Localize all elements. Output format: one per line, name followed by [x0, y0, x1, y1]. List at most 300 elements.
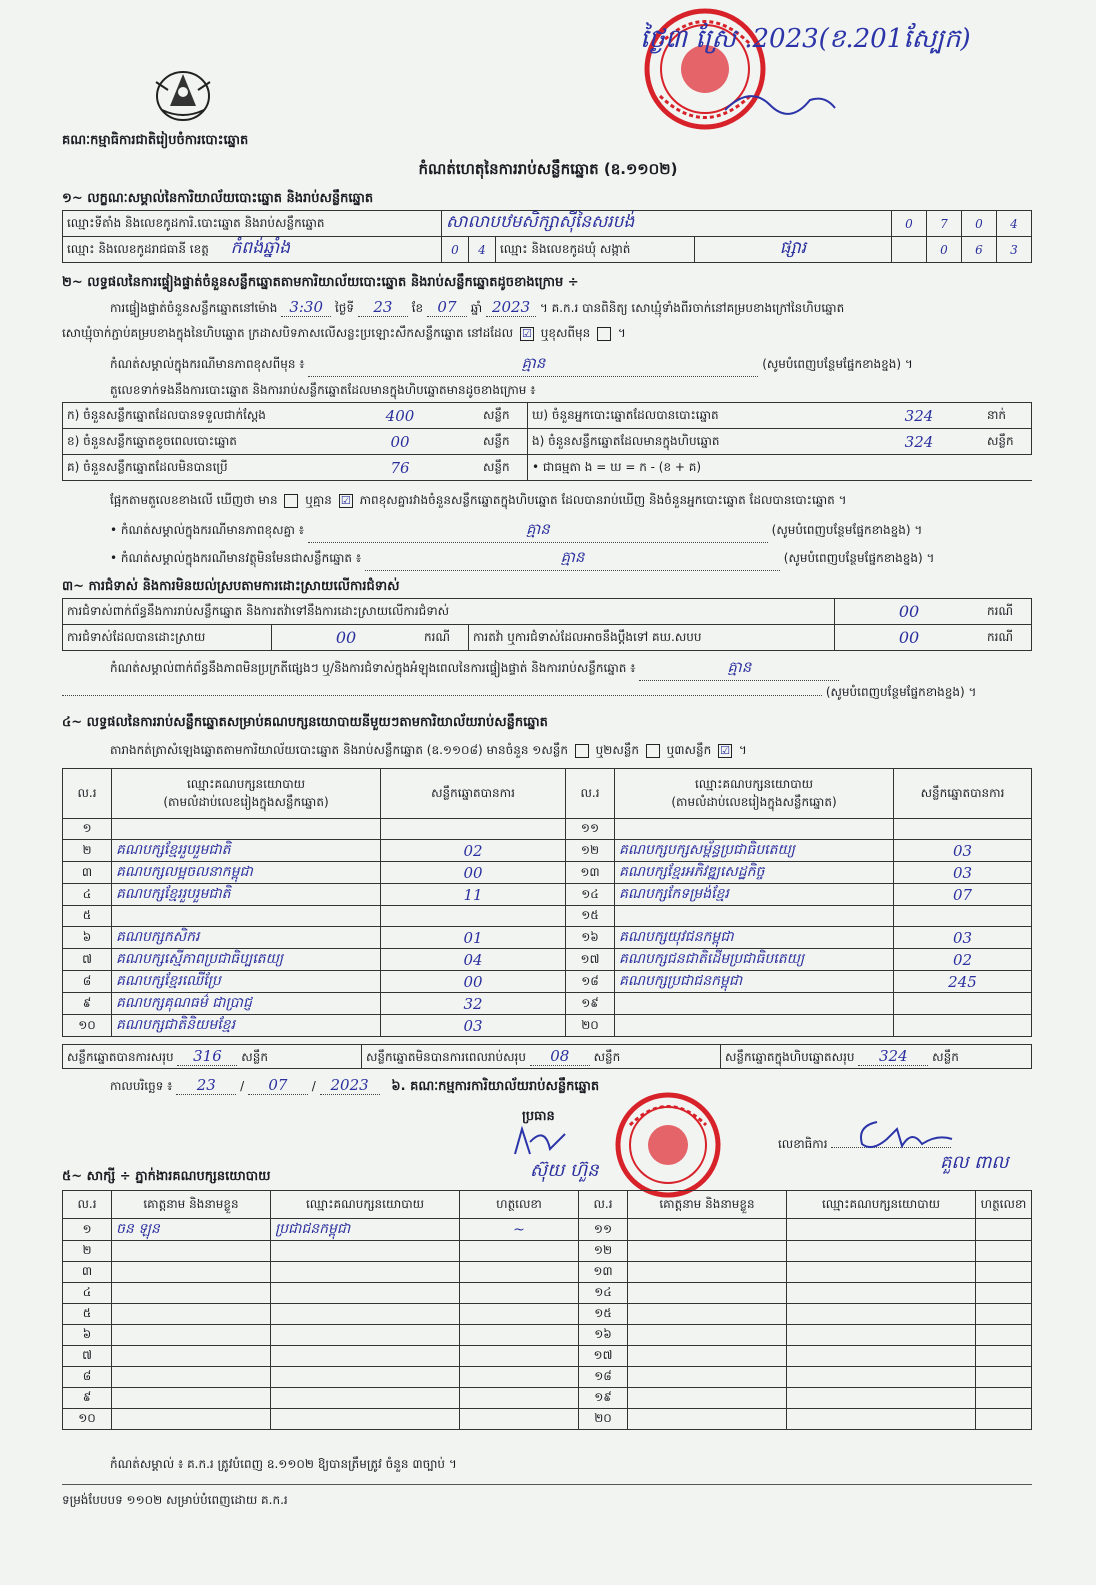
witness-name-left	[112, 1304, 271, 1325]
witness-party-right	[787, 1283, 976, 1304]
witness-party-left	[271, 1262, 460, 1283]
witness-name-right	[628, 1325, 787, 1346]
chair-signature-mark-icon	[510, 1124, 570, 1160]
witness-no-right: ១២	[579, 1241, 628, 1262]
witness-no-right: ២០	[579, 1409, 628, 1430]
results-party-left	[112, 906, 381, 927]
results-no-left: ៣	[63, 862, 112, 884]
date-line: កាលបរិច្ឆេទ ៖ 23 / 07 / 2023 ៦. គណៈកម្មការការិយាល័យរាប់សន្លឹកឆ្នោត	[110, 1076, 600, 1094]
witness-no-left: ៨	[63, 1367, 112, 1388]
witness-sig-left	[460, 1367, 579, 1388]
witness-party-right	[787, 1367, 976, 1388]
results-no-left: ៩	[63, 993, 112, 1015]
tally-2-checkbox[interactable]	[646, 744, 660, 758]
irregularity-line	[110, 658, 839, 681]
witness-no-left: ១០	[63, 1409, 112, 1430]
witness-sig-left	[460, 1325, 579, 1346]
figure-row	[63, 429, 1032, 455]
results-row	[63, 840, 1032, 862]
province-label	[63, 237, 442, 263]
total-invalid-unit: សន្លឹក	[593, 1049, 621, 1064]
witness-name-left	[112, 1409, 271, 1430]
diff-note-value: គ្មាន	[308, 354, 758, 377]
witness-party-right	[787, 1388, 976, 1409]
results-party-left: គណបក្សខ្មែរឈើប្រែ	[112, 971, 381, 993]
witness-name-left	[112, 1283, 271, 1304]
chair-signature: ស៊ុយ ហ៊ួន	[530, 1160, 599, 1181]
section2-line2	[62, 325, 626, 343]
results-row	[63, 927, 1032, 949]
committee-label: ៦. គណៈកម្មការការិយាល័យរាប់សន្លឹកឆ្នោត	[391, 1079, 600, 1094]
witness-col-party-left: ឈ្មោះគណបក្សនយោបាយ	[271, 1191, 460, 1219]
bullet2-line	[110, 548, 934, 571]
results-party-right	[615, 906, 894, 927]
results-col-party-left: ឈ្មោះគណបក្សនយោបាយ (តាមលំដាប់លេខរៀងក្នុងសន្លឹកឆ្នោត)	[112, 769, 381, 819]
results-no-right: ១១	[566, 819, 615, 840]
results-no-right: ១៩	[566, 993, 615, 1015]
total-box-value: 324	[858, 1047, 928, 1066]
footnote: កំណត់សម្គាល់ ៖ គ.ក.រ ត្រូវបំពេញ ឧ.១១០២ ឱ្យបានត្រឹមត្រូវ ចំនួន ៣ច្បាប់ ។	[110, 1457, 457, 1471]
results-no-right: ១៧	[566, 949, 615, 971]
witness-party-right	[787, 1304, 976, 1325]
results-party-left: គណបក្សកសិករ	[112, 927, 381, 949]
witness-row	[63, 1283, 1032, 1304]
section5-title: ៥~ សាក្សី ÷ ភ្នាក់ងារគណបក្សនយោបាយ	[62, 1169, 271, 1184]
tally-text-a: តារាងកត់ត្រាសំឡេងឆ្នោតតាមការិយាល័យបោះឆ្នោត និងរាប់សន្លឹកឆ្នោត (ឧ.១១០៨) មានចំនួន ១សន្លឹក	[110, 743, 568, 757]
commune-code-3: 3	[997, 237, 1032, 263]
results-votes-right: 02	[894, 949, 1032, 971]
section4-title: ៤~ លទ្ធផលនៃការរាប់សន្លឹកឆ្នោតសម្រាប់គណបក្សនយោបាយនីមួយៗតាមការិយាល័យរាប់សន្លឹកឆ្នោត	[62, 715, 548, 730]
figure-left-unit: សន្លឹក	[479, 455, 528, 481]
verify-day: 23	[358, 298, 408, 317]
results-votes-right: 03	[894, 927, 1032, 949]
witness-sig-right	[976, 1409, 1032, 1430]
results-party-left: គណបក្សខ្មែររួបរួមជាតិ	[112, 840, 381, 862]
figure-right-value: 324	[855, 403, 983, 429]
verify-year: 2023	[486, 298, 536, 317]
witness-sig-right	[976, 1241, 1032, 1262]
results-no-left: ១០	[63, 1015, 112, 1037]
witness-row	[63, 1325, 1032, 1346]
witness-no-left: ១	[63, 1219, 112, 1241]
secretary-label: លេខាធិការ	[778, 1137, 828, 1151]
no-diff-checkbox[interactable]: ☑	[339, 494, 353, 508]
figure-left-value: 76	[321, 455, 479, 481]
figure-right-unit: សន្លឹក	[983, 429, 1032, 455]
tally-3-checkbox[interactable]: ☑	[718, 744, 732, 758]
witness-no-left: ២	[63, 1241, 112, 1262]
secretary-signature-mark-icon	[852, 1114, 962, 1154]
results-col-votes-left: សន្លឹកឆ្នោតបានការ	[381, 769, 566, 819]
figure-left-unit: សន្លឹក	[479, 429, 528, 455]
figure-left-label: ខ) ចំនួនសន្លឹកឆ្នោតខូចពេលបោះឆ្នោត	[63, 429, 322, 455]
witness-sig-left	[460, 1346, 579, 1367]
witness-party-right	[787, 1219, 976, 1241]
compare-line	[110, 492, 847, 510]
witness-party-left	[271, 1283, 460, 1304]
section2-line3	[110, 354, 913, 377]
results-votes-right: 03	[894, 840, 1032, 862]
results-no-left: ២	[63, 840, 112, 862]
location-code-1: 0	[892, 211, 927, 237]
section1-title: ១~ លក្ខណៈសម្គាល់នៃការិយាល័យបោះឆ្នោត និងរាប់សន្លឹកឆ្នោត	[62, 191, 374, 206]
results-votes-right: 245	[894, 971, 1032, 993]
witness-no-right: ១៥	[579, 1304, 628, 1325]
section3-title: ៣~ ការជំទាស់ និងការមិនយល់ស្របតាមការដោះស្រាយលើការជំទាស់	[62, 579, 400, 594]
figure-row	[63, 455, 1032, 481]
witness-sig-left	[460, 1409, 579, 1430]
date-year: 2023	[320, 1076, 380, 1095]
bullet1-value: គ្មាន	[308, 520, 768, 543]
figures-intro: តួលេខទាក់ទងនឹងការបោះឆ្នោត និងការរាប់សន្លឹកឆ្នោតដែលមានក្នុងហិបឆ្នោតមានដូចខាងក្រោម ៖	[110, 383, 536, 397]
witness-sig-right	[976, 1283, 1032, 1304]
seal-inner-text: សោឃ្មុំចាក់ភ្ជាប់គម្របខាងក្នុងនៃហិបឆ្នោត ក្រដាសបិទភាសលើសន្លះប្រឡោះសឹកសន្លឹកឆ្នោត នៅដដែល	[62, 326, 514, 340]
witness-row	[63, 1304, 1032, 1325]
has-diff-checkbox[interactable]	[284, 494, 298, 508]
witness-row	[63, 1367, 1032, 1388]
figure-right-value: 324	[855, 429, 983, 455]
resolved-unit: ករណី	[420, 625, 469, 651]
footer-text: ទម្រង់បែបបទ ១១០២ សម្រាប់បំពេញដោយ គ.ក.រ	[62, 1493, 288, 1507]
results-no-left: ៥	[63, 906, 112, 927]
witness-party-left	[271, 1241, 460, 1262]
total-box-unit: សន្លឹក	[932, 1049, 959, 1064]
results-table	[62, 768, 1032, 1037]
witness-no-left: ៤	[63, 1283, 112, 1304]
commune-code-blank	[892, 237, 927, 263]
witness-row	[63, 1241, 1032, 1262]
bullet1-label: • កំណត់សម្គាល់ក្នុងករណីមានភាពខុសគ្នា ៖	[110, 523, 305, 537]
results-party-left: គណបក្សស្មើភាពប្រជាធិប្បតេយ្យ	[112, 949, 381, 971]
irregularity-value: គ្មាន	[639, 658, 839, 681]
results-row	[63, 993, 1032, 1015]
witness-no-right: ១៩	[579, 1388, 628, 1409]
appeal-unit: ករណី	[983, 625, 1032, 651]
province-code-1: 0	[442, 237, 469, 263]
figure-row	[63, 403, 1032, 429]
results-no-left: ៨	[63, 971, 112, 993]
location-value: សាលាបឋមសិក្សាស៊ីនៃសរបង់	[442, 211, 892, 237]
figures-table	[62, 402, 1032, 481]
results-party-right: គណបក្សបក្សសម្ព័ន្ធប្រជាធិបតេយ្យ	[615, 840, 894, 862]
fill-note: (សូមបំពេញបន្ថែមផ្នែកខាងខ្នង) ។	[762, 357, 913, 371]
witness-sig-right	[976, 1304, 1032, 1325]
line2-end: ។	[617, 326, 626, 340]
results-votes-left	[381, 906, 566, 927]
tally-sheet-line	[110, 742, 747, 760]
total-box-cell	[721, 1045, 1032, 1069]
irregularity-line2	[62, 684, 976, 702]
witness-no-right: ១៤	[579, 1283, 628, 1304]
date-day: 23	[176, 1076, 236, 1095]
commune-code-2: 6	[962, 237, 997, 263]
witness-name-right	[628, 1388, 787, 1409]
tally-text-c: ឬ៣សន្លឹក	[666, 743, 712, 757]
bullet1-line	[110, 520, 922, 543]
witness-sig-right	[976, 1262, 1032, 1283]
witness-no-left: ៧	[63, 1346, 112, 1367]
tally-text-b: ឬ២សន្លឹក	[595, 743, 640, 757]
results-votes-left	[381, 819, 566, 840]
total-valid-label: សន្លឹកឆ្នោតបានការសរុប	[67, 1049, 174, 1064]
results-row	[63, 884, 1032, 906]
witness-col-sig-left: ហត្ថលេខា	[460, 1191, 579, 1219]
witness-col-sig-right: ហត្ថលេខា	[976, 1191, 1032, 1219]
witness-sig-left	[460, 1241, 579, 1262]
location-label: ឈ្មោះទីតាំង និងលេខកូដការិ.បោះឆ្នោត និងរាប់សន្លឹកឆ្នោត	[63, 211, 442, 237]
results-party-left	[112, 819, 381, 840]
results-row	[63, 949, 1032, 971]
witness-table	[62, 1190, 1032, 1430]
results-votes-left: 00	[381, 862, 566, 884]
red-seal-stamp-bottom-icon	[608, 1090, 728, 1200]
results-votes-left: 04	[381, 949, 566, 971]
results-votes-right: 03	[894, 862, 1032, 884]
results-no-right: ១២	[566, 840, 615, 862]
top-signature-icon	[720, 80, 840, 120]
witness-no-right: ១៨	[579, 1367, 628, 1388]
bullet2-label: • កំណត់សម្គាល់ក្នុងករណីមានវត្ថុមិនមែនជាសន្លឹកឆ្នោត ៖	[110, 551, 362, 565]
witness-party-left	[271, 1325, 460, 1346]
compare-text-a: ផ្អែកតាមតួលេខខាងលើ ឃើញថា មាន	[110, 493, 278, 507]
compare-text-c: ភាពខុសគ្នារវាងចំនួនសន្លឹកឆ្នោតក្នុងហិបឆ្នោត ដែលបានរាប់ឃើញ និងចំនួនអ្នកបោះឆ្នោត ដែលបានបោះឆ្នោត ។	[359, 493, 847, 507]
diff-note-label: កំណត់សម្គាល់ក្នុងករណីមានភាពខុសពីមុន ៖	[110, 357, 305, 371]
section2-title: ២~ លទ្ធផលនៃការផ្ទៀងផ្ទាត់ចំនួនសន្លឹកឆ្នោតតាមការិយាល័យបោះឆ្នោត និងរាប់សន្លឹកឆ្នោតដូចខាងក្រោម ÷	[62, 275, 579, 290]
witness-name-right	[628, 1241, 787, 1262]
figure-left-label: គ) ចំនួនសន្លឹកឆ្នោតដែលមិនបានប្រើ	[63, 455, 322, 481]
results-party-left: គណបក្សខ្មែររួបរួមជាតិ	[112, 884, 381, 906]
witness-col-party-right: ឈ្មោះគណបក្សនយោបាយ	[787, 1191, 976, 1219]
witness-no-left: ៥	[63, 1304, 112, 1325]
results-col-party-right: ឈ្មោះគណបក្សនយោបាយ (តាមលំដាប់លេខរៀងក្នុងសន្លឹកឆ្នោត)	[615, 769, 894, 819]
year-label: ឆ្នាំ	[470, 301, 483, 315]
witness-row	[63, 1219, 1032, 1241]
results-col-no-right: ល.រ	[566, 769, 615, 819]
irregularity-blank	[62, 695, 822, 696]
witness-no-right: ១៦	[579, 1325, 628, 1346]
figure-left-value: 400	[321, 403, 479, 429]
total-invalid-cell	[362, 1045, 721, 1069]
witness-row	[63, 1409, 1032, 1430]
witness-name-left	[112, 1325, 271, 1346]
section3-table	[62, 598, 1032, 651]
witness-name-right	[628, 1409, 787, 1430]
results-row	[63, 971, 1032, 993]
results-no-right: ២០	[566, 1015, 615, 1037]
results-party-right	[615, 993, 894, 1015]
diff-label: ឬខុសពីមុន	[540, 326, 591, 340]
totals-table	[62, 1044, 1032, 1069]
org-name: គណៈកម្មាធិការជាតិរៀបចំការបោះឆ្នោត	[62, 133, 249, 148]
compare-text-b: ឬគ្មាន	[305, 493, 332, 507]
same-checkbox[interactable]: ☑	[520, 327, 534, 341]
witness-no-left: ៦	[63, 1325, 112, 1346]
results-party-right	[615, 1015, 894, 1037]
witness-party-left	[271, 1367, 460, 1388]
witness-no-left: ៩	[63, 1388, 112, 1409]
witness-party-left	[271, 1388, 460, 1409]
section1-table	[62, 210, 1032, 263]
witness-col-no-right: ល.រ	[579, 1191, 628, 1219]
day-label: ថ្ងៃទី	[335, 301, 355, 315]
figure-left-label: ក) ចំនួនសន្លឹកឆ្នោតដែលបានទទួលជាក់ស្តែង	[63, 403, 322, 429]
results-party-right: គណបក្សកែទម្រង់ខ្មែរ	[615, 884, 894, 906]
results-votes-right	[894, 993, 1032, 1015]
witness-sig-right	[976, 1346, 1032, 1367]
witness-party-right	[787, 1262, 976, 1283]
location-code-2: 7	[927, 211, 962, 237]
results-no-right: ១៦	[566, 927, 615, 949]
footer-divider	[62, 1484, 1032, 1485]
results-no-right: ១៥	[566, 906, 615, 927]
total-valid-value: 316	[177, 1047, 237, 1066]
witness-row	[63, 1388, 1032, 1409]
top-handwritten-note: ថ្ងៃ៣ ស្រែ .2023(ខ.201ស្បែក)	[640, 24, 971, 54]
witness-name-right	[628, 1262, 787, 1283]
resolved-value: 00	[272, 625, 421, 651]
figure-left-value: 00	[321, 429, 479, 455]
total-invalid-label: សន្លឹកឆ្នោតមិនបានការពេលរាប់សរុប	[366, 1049, 526, 1064]
results-no-left: ៦	[63, 927, 112, 949]
irregularity-label: កំណត់សម្គាល់ពាក់ព័ន្ធនឹងភាពមិនប្រក្រតីផ្សេងៗ ឬ/និងការជំទាស់ក្នុងអំឡុងពេលនៃការផ្ទៀងផ្ទាត់ និងការរាប់សន្លឹកឆ្នោត ៖	[110, 661, 636, 675]
witness-sig-right	[976, 1325, 1032, 1346]
witness-col-no-left: ល.រ	[63, 1191, 112, 1219]
diff-checkbox[interactable]	[597, 327, 611, 341]
location-code-3: 0	[962, 211, 997, 237]
bullet2-fill-note: (សូមបំពេញបន្ថែមផ្នែកខាងខ្នង) ។	[783, 551, 935, 565]
results-row	[63, 862, 1032, 884]
province-code-2: 4	[469, 237, 496, 263]
witness-party-right	[787, 1409, 976, 1430]
results-col-votes-right: សន្លឹកឆ្នោតបានការ	[894, 769, 1032, 819]
witness-name-left	[112, 1262, 271, 1283]
results-votes-left: 03	[381, 1015, 566, 1037]
results-party-left: គណបក្សលម្អចលនាកម្ពុជា	[112, 862, 381, 884]
date-label: កាលបរិច្ឆេទ ៖	[110, 1079, 173, 1093]
results-no-left: ១	[63, 819, 112, 840]
results-no-right: ១៣	[566, 862, 615, 884]
results-party-right: គណបក្សប្រជាជនកម្ពុជា	[615, 971, 894, 993]
witness-no-left: ៣	[63, 1262, 112, 1283]
results-party-right: គណបក្សជនជាតិដើមប្រជាធិបតេយ្យ	[615, 949, 894, 971]
witness-party-left	[271, 1304, 460, 1325]
witness-name-left: ចន ឡុន	[112, 1219, 271, 1241]
commune-value: ផ្សារ	[695, 237, 892, 263]
appeal-value: 00	[835, 625, 984, 651]
witness-col-name-left: គោត្តនាម និងនាមខ្លួន	[112, 1191, 271, 1219]
witness-party-left	[271, 1346, 460, 1367]
witness-party-right	[787, 1346, 976, 1367]
nec-logo-icon	[148, 62, 218, 124]
witness-name-left	[112, 1388, 271, 1409]
results-row	[63, 906, 1032, 927]
bullet2-value: គ្មាន	[365, 548, 780, 571]
results-party-left: គណបក្សជាតិនិយមខ្មែរ	[112, 1015, 381, 1037]
results-votes-right: 07	[894, 884, 1032, 906]
verify-time-label: ការផ្ទៀងផ្ទាត់ចំនួនសន្លឹកឆ្នោតនៅម៉ោង	[110, 301, 278, 315]
total-box-label: សន្លឹកឆ្នោតក្នុងហិបឆ្នោតសរុប	[725, 1049, 855, 1064]
witness-name-right	[628, 1219, 787, 1241]
witness-no-right: ១១	[579, 1219, 628, 1241]
figure-right-unit: នាក់	[983, 403, 1032, 429]
figure-right-label: ង) ចំនួនសន្លឹកឆ្នោតដែលមានក្នុងហិបឆ្នោត	[528, 429, 856, 455]
results-party-right: គណបក្សយុវជនកម្ពុជា	[615, 927, 894, 949]
total-invalid-value: 08	[530, 1047, 590, 1066]
results-votes-right	[894, 1015, 1032, 1037]
figure-right-label: ឃ) ចំនួនអ្នកបោះឆ្នោតដែលបានបោះឆ្នោត	[528, 403, 856, 429]
witness-name-left	[112, 1241, 271, 1262]
witness-name-right	[628, 1304, 787, 1325]
results-votes-left: 02	[381, 840, 566, 862]
witness-sig-right	[976, 1367, 1032, 1388]
results-votes-right	[894, 906, 1032, 927]
results-party-right	[615, 819, 894, 840]
results-no-left: ៧	[63, 949, 112, 971]
province-value: កំពង់ឆ្នាំង	[230, 238, 290, 258]
witness-col-name-right: គោត្តនាម និងនាមខ្លួន	[628, 1191, 787, 1219]
results-party-left: គណបក្សគុណធម៌ ជាប្រាជ្ញ	[112, 993, 381, 1015]
form-title: កំណត់ហេតុនៃការរាប់សន្លឹកឆ្នោត (ឧ.១១០២)	[418, 160, 678, 178]
total-valid-unit: សន្លឹក	[241, 1049, 268, 1064]
irregularity-fill-note: (សូមបំពេញបន្ថែមផ្នែកខាងខ្នង) ។	[825, 685, 977, 699]
commune-code-1: 0	[927, 237, 962, 263]
verify-month: 07	[427, 298, 467, 317]
results-votes-right	[894, 819, 1032, 840]
resolved-label: ការជំទាស់ដែលបានដោះស្រាយ	[63, 625, 272, 651]
witness-name-left	[112, 1346, 271, 1367]
witness-name-left	[112, 1367, 271, 1388]
figure-left-unit: សន្លឹក	[479, 403, 528, 429]
results-row	[63, 819, 1032, 840]
results-votes-left: 01	[381, 927, 566, 949]
witness-party-right	[787, 1241, 976, 1262]
results-votes-left: 11	[381, 884, 566, 906]
month-label: ខែ	[411, 301, 424, 315]
witness-row	[63, 1262, 1032, 1283]
commune-label: ឈ្មោះ និងលេខកូដឃុំ សង្កាត់	[496, 237, 695, 263]
witness-sig-right	[976, 1219, 1032, 1241]
witness-no-right: ១៧	[579, 1346, 628, 1367]
location-code-4: 4	[997, 211, 1032, 237]
chair-label: ប្រធាន	[522, 1109, 555, 1124]
witness-sig-left	[460, 1262, 579, 1283]
appeal-label: ការតវ៉ា ឬការជំទាស់ដែលអាចនឹងប្តឹងទៅ គឃ.សបប	[469, 625, 835, 651]
witness-no-right: ១៣	[579, 1262, 628, 1283]
witness-sig-right	[976, 1388, 1032, 1409]
results-no-right: ១៤	[566, 884, 615, 906]
results-no-left: ៤	[63, 884, 112, 906]
section2-line1	[110, 298, 844, 318]
objection-unit: ករណី	[983, 599, 1032, 625]
witness-row	[63, 1346, 1032, 1367]
witness-party-right	[787, 1325, 976, 1346]
witness-name-right	[628, 1367, 787, 1388]
witness-party-left: ប្រជាជនកម្ពុជា	[271, 1219, 460, 1241]
bullet1-fill-note: (សូមបំពេញបន្ថែមផ្នែកខាងខ្នង) ។	[771, 523, 923, 537]
date-month: 07	[248, 1076, 308, 1095]
tally-end: ។	[738, 743, 747, 757]
witness-party-left	[271, 1409, 460, 1430]
results-party-right: គណបក្សខ្មែរអភិវឌ្ឍសេដ្ឋកិច្ច	[615, 862, 894, 884]
witness-sig-left: ~	[460, 1219, 579, 1241]
results-col-no-left: ល.រ	[63, 769, 112, 819]
objection-label: ការជំទាស់ពាក់ព័ន្ធនឹងការរាប់សន្លឹកឆ្នោត និងការតវ៉ាទៅនឹងការដោះស្រាយលើការជំទាស់	[63, 599, 835, 625]
witness-sig-left	[460, 1283, 579, 1304]
witness-name-right	[628, 1346, 787, 1367]
tally-1-checkbox[interactable]	[575, 744, 589, 758]
results-votes-left: 32	[381, 993, 566, 1015]
results-no-right: ១៨	[566, 971, 615, 993]
